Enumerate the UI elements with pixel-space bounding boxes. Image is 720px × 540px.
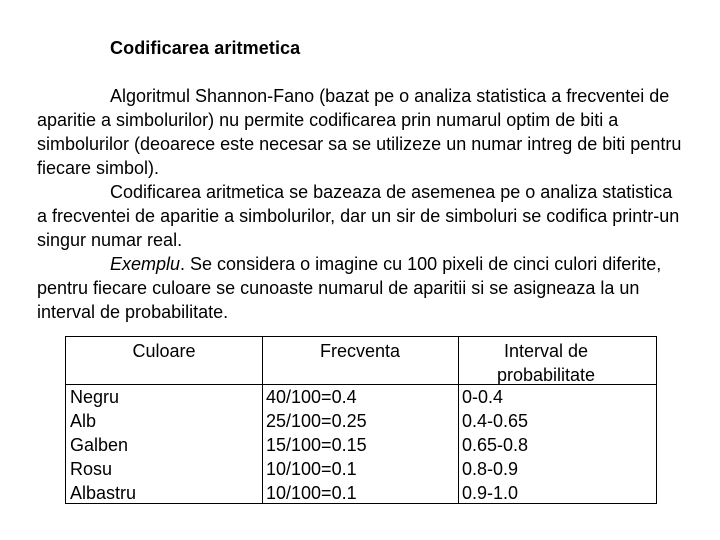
cell-frecventa: 10/100=0.1 [266,459,357,479]
cell-interval: 0-0.4 [462,387,504,407]
body-text [37,84,687,324]
cell-culoare: Galben [70,435,129,455]
paragraph-1 [37,84,687,180]
header-frecventa: Frecventa [319,341,401,361]
cell-frecventa: 40/100=0.4 [266,387,357,407]
paragraph-1-text: Algoritmul Shannon-Fano (bazat pe o analiza statistica a frecventei de aparitie a simbolurilor) nu permite codificarea prin numarul optim de biti a simbolurilor (deoarece este necesar sa se utilizeze un numar intreg de biti pentru fiecare simbol). [37,86,682,178]
cell-frecventa: 15/100=0.15 [266,435,367,455]
cell-culoare: Albastru [70,483,137,503]
page-title: Codificarea aritmetica [110,38,301,58]
cell-culoare: Rosu [70,459,113,479]
paragraph-2 [37,180,687,252]
cell-interval: 0.8-0.9 [462,459,519,479]
column-divider [458,337,459,503]
cell-culoare: Negru [70,387,120,407]
paragraph-2-text: Codificarea aritmetica se bazeaza de asemenea pe o analiza statistica a frecventei de aparitie a simbolurilor, dar un sir de simboluri se codifica printr-un singur numar real. [37,182,680,250]
header-interval: Interval de probabilitate [496,341,596,385]
header-culoare: Culoare [132,341,196,361]
cell-culoare: Alb [70,411,97,431]
probability-table [65,336,657,504]
cell-interval: 0.4-0.65 [462,411,529,431]
cell-interval: 0.65-0.8 [462,435,529,455]
paragraph-3-text: . Se considera o imagine cu 100 pixeli de cinci culori diferite, pentru fiecare culoare se cunoaste numarul de aparitii si se asigneaza la un interval de probabilitate. [37,254,662,322]
cell-frecventa: 25/100=0.25 [266,411,367,431]
paragraph-3 [37,252,687,324]
cell-interval: 0.9-1.0 [462,483,519,503]
cell-frecventa: 10/100=0.1 [266,483,357,503]
example-label: Exemplu [110,254,181,274]
